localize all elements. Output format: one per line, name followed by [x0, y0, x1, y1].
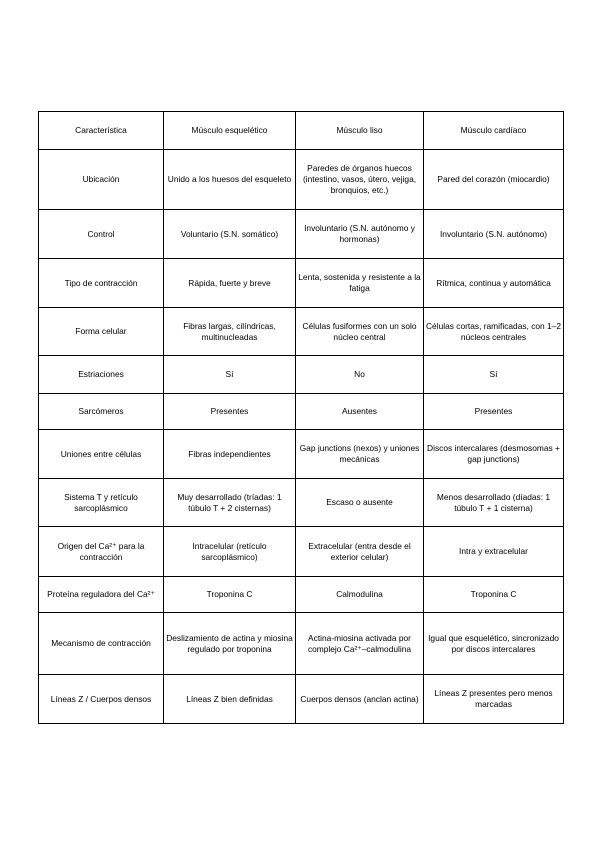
- table-cell: No: [296, 356, 424, 394]
- table-cell: Actina-miosina activada por complejo Ca²⁺–calmodulina: [296, 613, 424, 675]
- table-cell: Intra y extracelular: [424, 527, 564, 577]
- table-cell: Forma celular: [39, 308, 164, 356]
- table-cell: Ubicación: [39, 150, 164, 210]
- table-cell: Muy desarrollado (tríadas: 1 túbulo T + 2 cisternas): [164, 479, 296, 527]
- table-row: [39, 259, 564, 308]
- table-cell: Células cortas, ramificadas, con 1–2 núcleos centrales: [424, 308, 564, 356]
- table-cell: Gap junctions (nexos) y uniones mecánicas: [296, 430, 424, 479]
- table-cell: Fibras largas, cilíndricas, multinucleadas: [164, 308, 296, 356]
- header-cell: Músculo cardíaco: [424, 112, 564, 150]
- table-row: [39, 356, 564, 394]
- table-cell: Sí: [424, 356, 564, 394]
- table-cell: Presentes: [424, 394, 564, 430]
- table-cell: Menos desarrollado (díadas: 1 túbulo T + 1 cisterna): [424, 479, 564, 527]
- table-cell: Rítmica, continua y automática: [424, 259, 564, 308]
- header-cell: Músculo esquelético: [164, 112, 296, 150]
- table-cell: Extracelular (entra desde el exterior celular): [296, 527, 424, 577]
- table-cell: Sistema T y retículo sarcoplásmico: [39, 479, 164, 527]
- table-cell: Líneas Z / Cuerpos densos: [39, 675, 164, 724]
- table-cell: Estriaciones: [39, 356, 164, 394]
- table-cell: Rápida, fuerte y breve: [164, 259, 296, 308]
- header-cell: Músculo liso: [296, 112, 424, 150]
- table-cell: Ausentes: [296, 394, 424, 430]
- table-cell: Líneas Z bien definidas: [164, 675, 296, 724]
- table-header-row: [39, 112, 564, 150]
- table-cell: Presentes: [164, 394, 296, 430]
- table-row: [39, 675, 564, 724]
- table-row: [39, 527, 564, 577]
- table-cell: Fibras independientes: [164, 430, 296, 479]
- table-cell: Sí: [164, 356, 296, 394]
- table-cell: Escaso o ausente: [296, 479, 424, 527]
- table-cell: Lenta, sostenida y resistente a la fatiga: [296, 259, 424, 308]
- table-cell: Intracelular (retículo sarcoplásmico): [164, 527, 296, 577]
- table-cell: Cuerpos densos (anclan actina): [296, 675, 424, 724]
- table-cell: Uniones entre células: [39, 430, 164, 479]
- table-row: [39, 479, 564, 527]
- table-cell: Células fusiformes con un solo núcleo central: [296, 308, 424, 356]
- table-cell: Calmodulina: [296, 577, 424, 613]
- table-row: [39, 394, 564, 430]
- table-cell: Sarcómeros: [39, 394, 164, 430]
- table-cell: Troponina C: [164, 577, 296, 613]
- table-cell: Voluntario (S.N. somático): [164, 210, 296, 259]
- table-cell: Origen del Ca²⁺ para la contracción: [39, 527, 164, 577]
- table-cell: Control: [39, 210, 164, 259]
- table-row: [39, 577, 564, 613]
- table-row: [39, 430, 564, 479]
- table-cell: Deslizamiento de actina y miosina regulado por troponina: [164, 613, 296, 675]
- table-cell: Troponina C: [424, 577, 564, 613]
- table-cell: Paredes de órganos huecos (intestino, vasos, útero, vejiga, bronquios, etc.): [296, 150, 424, 210]
- table-row: [39, 210, 564, 259]
- table-cell: Involuntario (S.N. autónomo y hormonas): [296, 210, 424, 259]
- table-cell: Involuntario (S.N. autónomo): [424, 210, 564, 259]
- table-row: [39, 613, 564, 675]
- table-cell: Discos intercalares (desmosomas + gap junctions): [424, 430, 564, 479]
- muscle-comparison-table: [38, 111, 564, 724]
- header-cell: Característica: [39, 112, 164, 150]
- table-cell: Unido a los huesos del esqueleto: [164, 150, 296, 210]
- table-row: [39, 308, 564, 356]
- table-cell: Proteína reguladora del Ca²⁺: [39, 577, 164, 613]
- table-cell: Mecanismo de contracción: [39, 613, 164, 675]
- table-cell: Tipo de contracción: [39, 259, 164, 308]
- table-cell: Igual que esquelético, sincronizado por discos intercalares: [424, 613, 564, 675]
- table-cell: Líneas Z presentes pero menos marcadas: [424, 675, 564, 724]
- table-cell: Pared del corazón (miocardio): [424, 150, 564, 210]
- table-row: [39, 150, 564, 210]
